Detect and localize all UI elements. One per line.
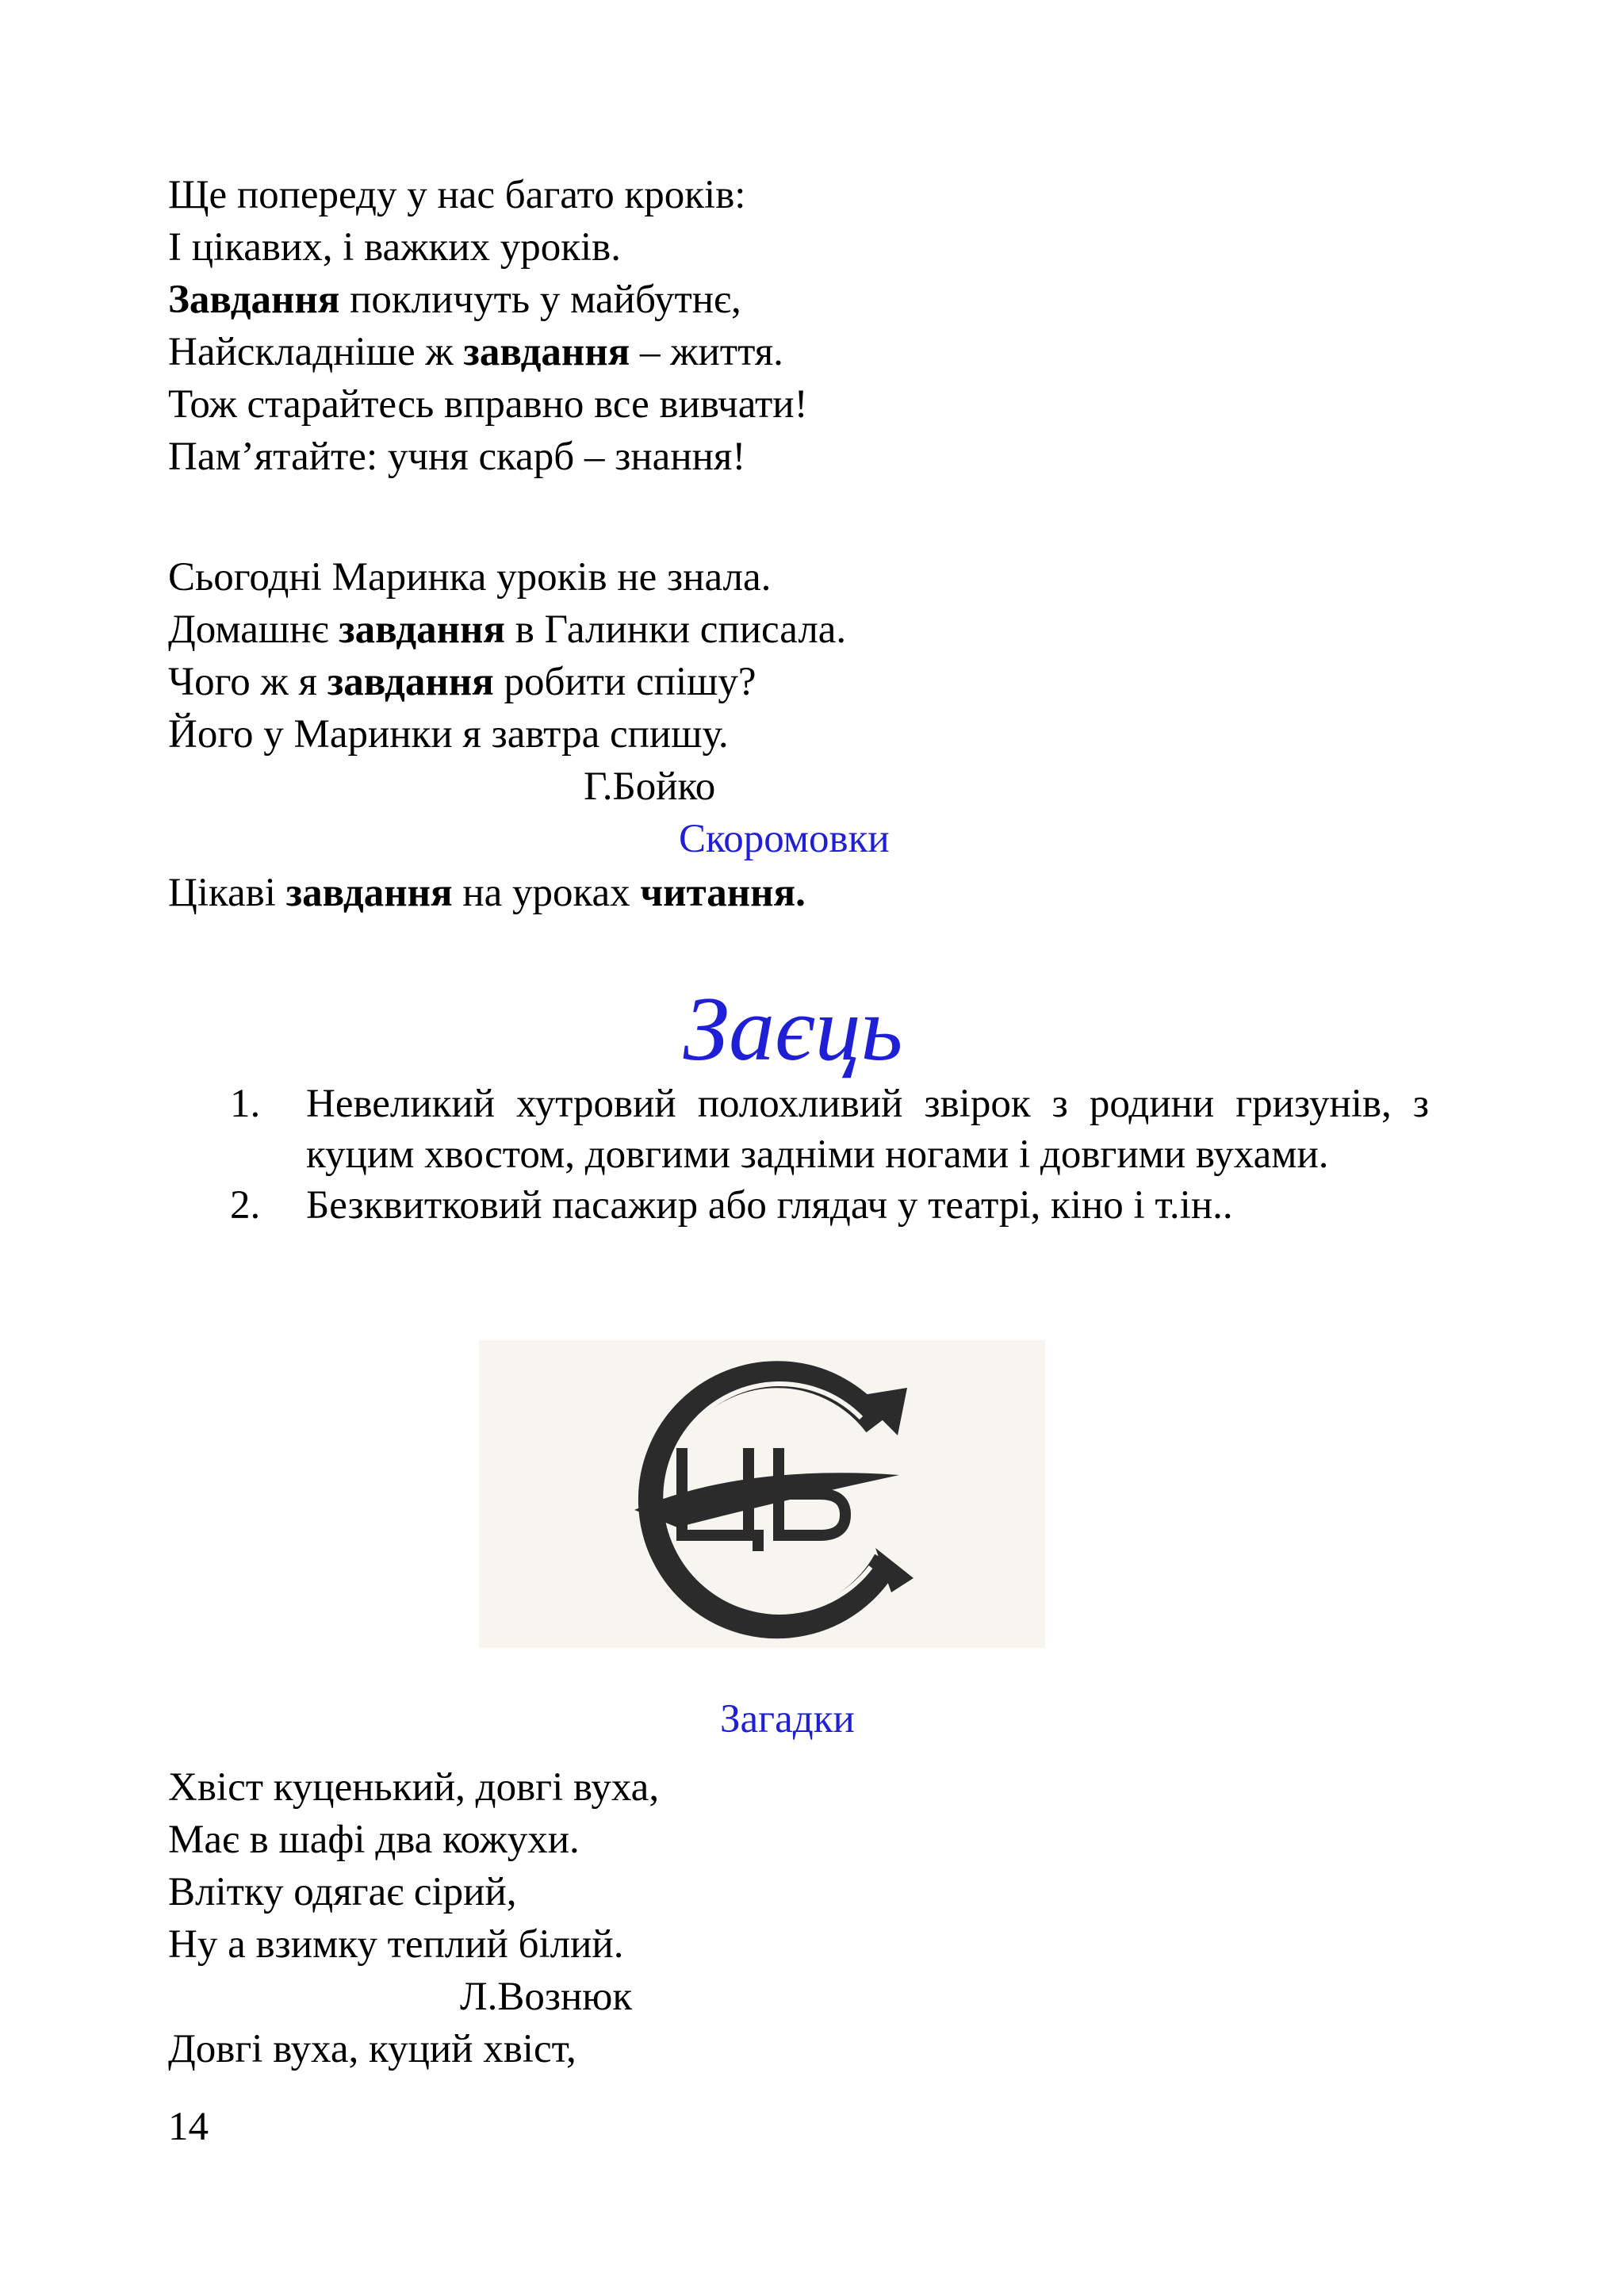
text-run: Ще попереду у нас багато кроків: (168, 173, 746, 217)
word-title: Заєць (683, 979, 903, 1080)
text-run: Тож старайтесь вправно все вивчати! (168, 382, 808, 427)
page-number: 14 (168, 2105, 209, 2149)
definition-item (230, 1079, 1429, 1180)
riddle-2-first-line: Довгі вуха, куций хвіст, (168, 2027, 576, 2071)
riddle-line: Має в шафі два кожухи. (168, 1818, 580, 1862)
text-run: в Галинки списала. (505, 607, 847, 652)
text-run: Сьогодні Маринка уроків не знала. (168, 555, 772, 600)
poem-line (168, 327, 783, 377)
definition-item (230, 1180, 1429, 1231)
text-run: Чого ж я (168, 660, 327, 704)
definition-number: 2. (230, 1183, 261, 1228)
author-signature-1: Г.Бойко (584, 764, 716, 809)
section-heading-riddles: Загадки (720, 1697, 855, 1741)
text-run: Цікаві (168, 871, 286, 915)
definition-text: Невеликий хутровий полохливий звірок з родини гризунів, з куцим хвостом, довгими задніми ногами і довгими вухами. (306, 1082, 1429, 1177)
riddle-line: Влітку одягає сірий, (168, 1870, 517, 1914)
poem-line (168, 379, 808, 430)
riddle-line: Ну а взимку теплий білий. (168, 1922, 624, 1967)
poem-line (168, 170, 745, 220)
author-signature-2: Л.Вознюк (460, 1975, 633, 2019)
definition-number: 1. (230, 1082, 261, 1126)
poem-line (168, 657, 756, 707)
letter-e-emblem-icon (479, 1340, 1045, 1648)
poem-line (168, 604, 846, 655)
poem-line (168, 274, 741, 325)
bold-keyword: завдання (339, 607, 506, 652)
section-heading-tongue-twisters: Скоромовки (679, 817, 890, 861)
bold-keyword: Завдання (168, 278, 340, 322)
poem-line (168, 222, 621, 273)
riddle-line: Хвіст куценький, довгі вуха, (168, 1765, 660, 1810)
text-run: на уроках (452, 871, 641, 915)
text-run: І цікавих, і важких уроків. (168, 225, 622, 270)
logo-letters: ЦЬ (479, 1340, 481, 1341)
poem-line (168, 552, 771, 603)
text-run: покличуть у майбутнє, (339, 278, 741, 322)
text-run: Домашнє (168, 607, 339, 652)
poem-line (168, 431, 745, 482)
poem-line (168, 709, 729, 760)
text-run: Пам’ятайте: учня скарб – знання! (168, 435, 746, 479)
text-run: Найскладніше ж (168, 330, 464, 374)
bold-keyword: завдання (285, 871, 453, 915)
definition-text: Безквитковий пасажир або глядач у театрі, кіно і т.ін.. (306, 1183, 1233, 1228)
text-run: Його у Маринки я завтра спишу. (168, 712, 729, 757)
text-run: робити спішу? (493, 660, 756, 704)
bold-keyword: читання. (640, 871, 806, 915)
letter-logo-image (479, 1340, 1045, 1648)
tasks-line (168, 868, 806, 918)
text-run: – життя. (630, 330, 783, 374)
bold-keyword: завдання (463, 330, 630, 374)
definition-list (230, 1079, 1429, 1231)
bold-keyword: завдання (327, 660, 494, 704)
